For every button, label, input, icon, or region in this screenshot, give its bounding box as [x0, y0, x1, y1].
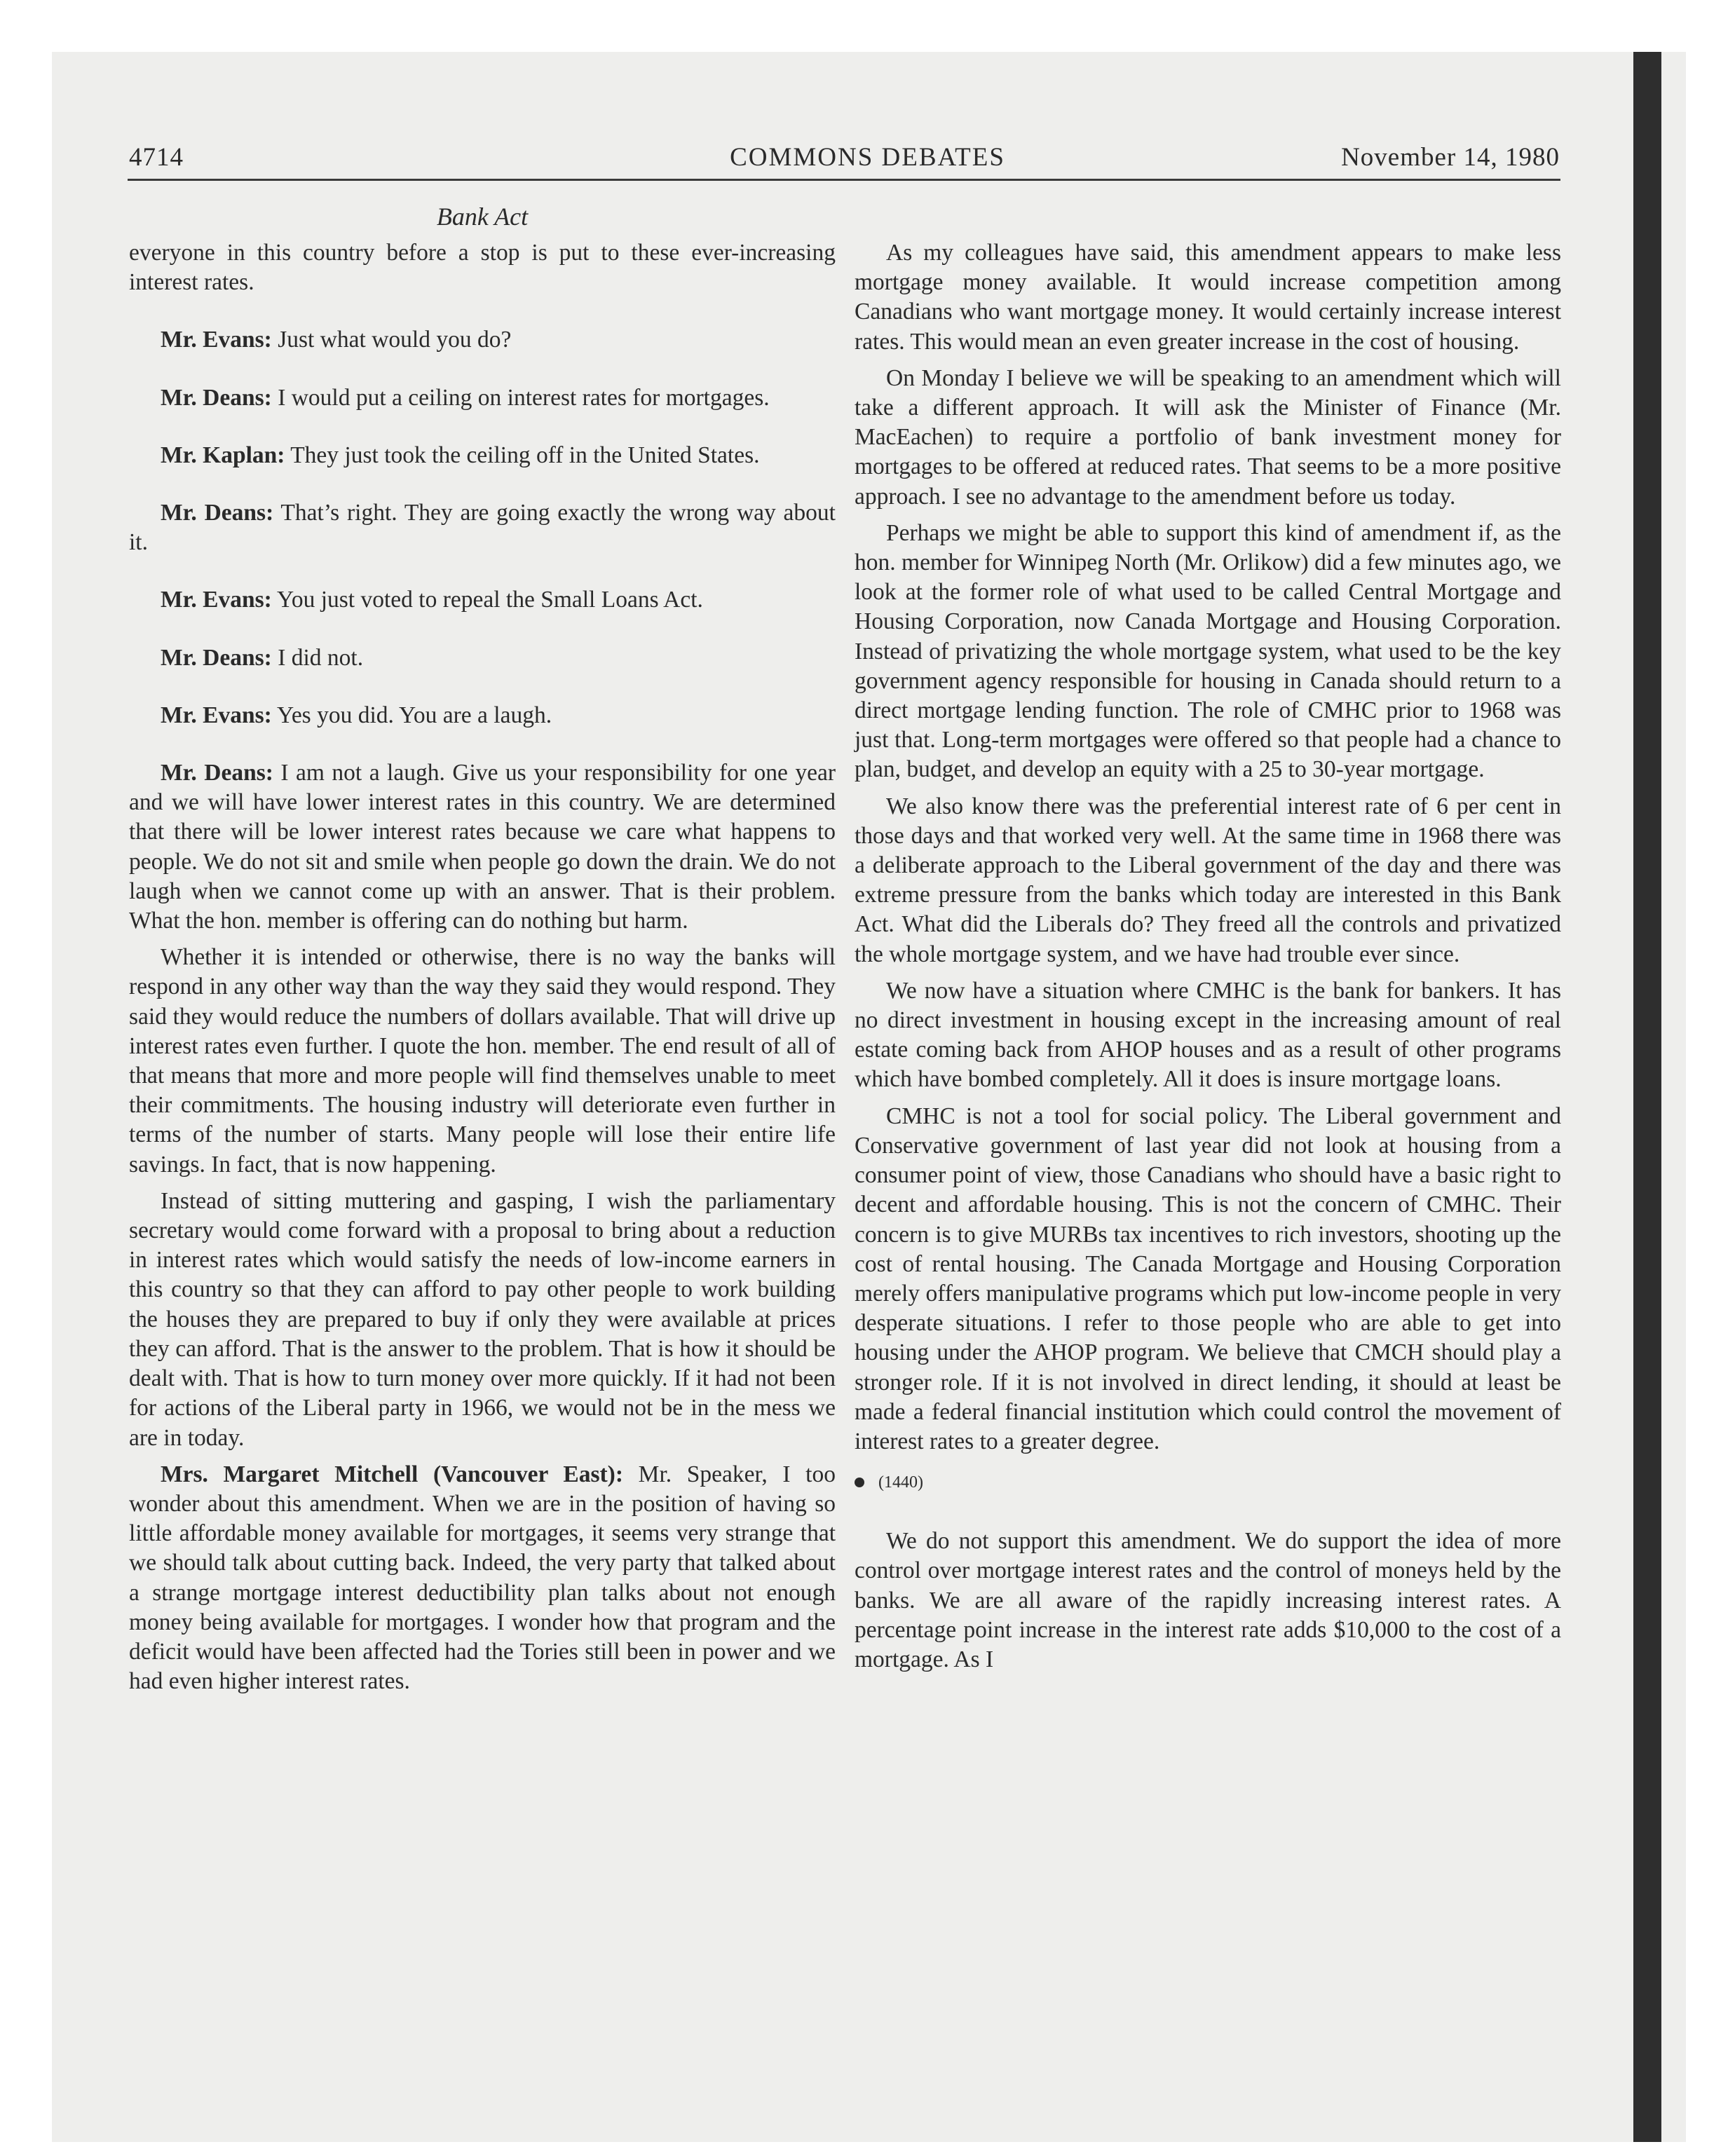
scan-edge-shadow — [1633, 52, 1661, 2142]
speaker-name: Mr. Evans: — [161, 587, 272, 613]
paragraph: We now have a situation where CMHC is the bank for bankers. It has no direct investment in housing except in the increasing amount of real estate coming back from AHOP houses and as a result of other programs which have bombed completely. All it does is insure mortgage loans. — [855, 977, 1561, 1093]
bullet-icon — [855, 1478, 864, 1487]
speaker-name: Mr. Kaplan: — [161, 442, 285, 468]
journal-title: COMMONS DEBATES — [730, 143, 1005, 172]
speech-paragraph: Mr. Kaplan: They just took the ceiling off in the United States. — [161, 442, 760, 468]
speech-paragraph: Mr. Deans: I would put a ceiling on interest rates for mortgages. — [161, 384, 770, 411]
speaker-name: Mr. Deans: — [161, 760, 273, 786]
speech-paragraph: Mr. Evans: You just voted to repeal the Small Loans Act. — [161, 587, 703, 613]
paragraph: Whether it is intended or otherwise, there is no way the banks will respond in any other way than the way they said they would respond. They said they would reduce the numbers of dollars available. That will drive up interest rates even further. I quote the hon. member. The end result of all of that means that more and more people will find themselves unable to meet their commitments. The housing industry will deteriorate even further in terms of the number of starts. Many people will lose their entire life savings. In fact, that is now happening. — [129, 944, 836, 1178]
speech-paragraph: Mr. Deans: I am not a laugh. Give us your responsibility for one year and we will have lower interest rates in this country. We are determined that there will be lower interest rates because we care what happens to people. We do not sit and smile when people go down the drain. We do not laugh when we cannot come up with an answer. That is their problem. What the hon. member is offering can do nothing but harm. — [129, 760, 836, 934]
speaker-name: Mr. Evans: — [161, 327, 272, 353]
speech-paragraph: Mr. Deans: That’s right. They are going exactly the wrong way about it. — [129, 500, 836, 556]
header-rule — [128, 179, 1560, 181]
speaker-name: Mrs. Margaret Mitchell (Vancouver East): — [161, 1461, 623, 1487]
speaker-name: Mr. Deans: — [161, 500, 274, 526]
paragraph: Instead of sitting muttering and gasping, I wish the parliamentary secretary would come forward with a proposal to bring about a reduction in interest rates which would satisfy the needs of low-income earners in this country so that they can afford to pay other people to work building the houses they are prepared to buy if only they were available at prices they can afford. That is the answer to the problem. That is how it should be dealt with. That is how to turn money over more quickly. If it had not been for actions of the Liberal party in 1966, we would not be in the mess we are in today. — [129, 1187, 836, 1451]
page-date: November 14, 1980 — [1341, 143, 1560, 172]
time-code-label: (1440) — [878, 1473, 923, 1492]
speech-paragraph: Mrs. Margaret Mitchell (Vancouver East): Mr. Speaker, I too wonder about this amendment. When we are in the position of having so little affordable money available for mortgages, it seems very strange that we should talk about cutting back. Indeed, the very party that talked about a strange mortgage interest deductibility plan talks about not enough money being available for mortgages. I wonder how that program and the deficit would have been affected had the Tories still been in power and we had even higher interest rates. — [129, 1461, 836, 1695]
speech-paragraph: Mr. Evans: Just what would you do? — [161, 327, 512, 353]
time-code — [855, 1468, 1561, 1497]
paragraph: Perhaps we might be able to support this kind of amendment if, as the hon. member for Winnipeg North (Mr. Orlikow) did a few minutes ago, we look at the former role of what used to be called Central Mortgage and Housing Corporation, now Canada Mortgage and Housing Corporation. Instead of privatizing the whole mortgage system, what used to be the key government agency responsible for housing in Canada should return to a direct mortgage lending function. The role of CMHC prior to 1968 was just that. Long-term mortgages were offered so that people had a chance to plan, budget, and develop an equity with a 25 to 30-year mortgage. — [855, 519, 1561, 783]
speaker-name: Mr. Deans: — [161, 384, 272, 411]
paragraph: everyone in this country before a stop is put to these ever-increasing interest rates. — [129, 240, 836, 296]
left-column — [129, 238, 836, 1696]
section-title: Bank Act — [436, 203, 529, 231]
paragraph: CMHC is not a tool for social policy. The Liberal government and Conservative government of last year did not look at housing from a consumer point of view, those Canadians who should have a basic right to decent and affordable housing. This is not the concern of CMHC. Their concern is to give MURBs tax incentives to rich investors, shooting up the cost of rental housing. The Canada Mortgage and Housing Corporation merely offers manipulative programs which put low-income people in very desperate situations. I refer to those people who are able to get into housing under the AHOP program. We believe that CMCH should play a stronger role. If it is not involved in direct lending, it should at least be made a federal financial institution which could control the movement of interest rates to a greater degree. — [855, 1103, 1561, 1454]
speaker-name: Mr. Evans: — [161, 702, 272, 728]
right-column — [855, 238, 1561, 1674]
paragraph: On Monday I believe we will be speaking to an amendment which will take a different approach. It will ask the Minister of Finance (Mr. MacEachen) to require a portfolio of bank investment money for mortgages to be offered at reduced rates. That seems to be a more positive approach. I see no advantage to the amendment before us today. — [855, 364, 1561, 510]
speaker-name: Mr. Deans: — [161, 644, 272, 671]
speech-paragraph: Mr. Evans: Yes you did. You are a laugh. — [161, 702, 552, 728]
page-number: 4714 — [129, 143, 184, 172]
speech-paragraph: Mr. Deans: I did not. — [161, 644, 364, 671]
paragraph: As my colleagues have said, this amendment appears to make less mortgage money available. It would increase competition among Canadians who want mortgage money. It would certainly increase interest rates. This would mean an even greater increase in the cost of housing. — [855, 240, 1561, 355]
paragraph: We do not support this amendment. We do support the idea of more control over mortgage interest rates and the control of moneys held by the banks. We are all aware of the rapidly increasing interest rates. A percentage point increase in the interest rate adds $10,000 to the cost of a mortgage. As I — [855, 1528, 1561, 1672]
paragraph: We also know there was the preferential interest rate of 6 per cent in those days and that worked very well. At the same time in 1968 there was a deliberate approach to the Liberal government of the day and there was extreme pressure from the banks which today are interested in this Bank Act. What did the Liberals do? They freed all the controls and privatized the whole mortgage system, and we have had trouble ever since. — [855, 793, 1561, 967]
